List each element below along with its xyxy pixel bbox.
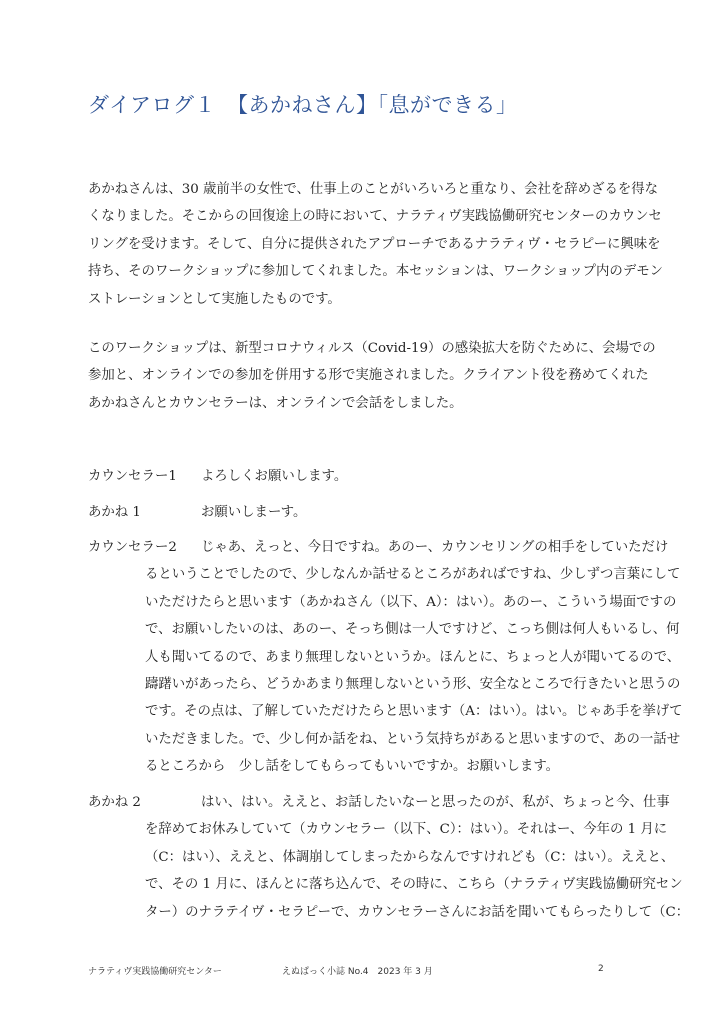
dialogue-turn xyxy=(88,534,683,781)
text-line: あかねさんとカウンセラーは、オンラインで会話をしました。 xyxy=(88,395,463,411)
speaker-label: カウンセラー2 xyxy=(88,540,177,555)
text-line: 参加と、オンラインでの参加を併用する形で実施されました。クライアント役を務めてくれた xyxy=(88,368,649,384)
dialogue-turn xyxy=(88,463,347,490)
speaker-label: あかね 2 xyxy=(88,795,141,810)
utterance: ター）のナラテイヴ・セラピーで、カウンセラーさんにお話を聞いてもらったりして（C： xyxy=(145,904,690,920)
utterance: じゃあ、えっと、今日ですね。あのー、カウンセリングの相手をしていただけ xyxy=(201,540,669,555)
text-line: このワークショップは、新型コロナウィルス（Covid-19）の感染拡大を防ぐために、会場での xyxy=(88,341,656,356)
utterance: 躊躇いがあったら、どうかあまり無理しないという形、安全なところで行きたいと思うの xyxy=(145,676,681,692)
speaker-label: あかね 1 xyxy=(88,505,141,520)
dialogue-turn xyxy=(88,789,689,926)
intro-paragraph-1 xyxy=(88,176,663,313)
utterance: るところから 少し話をしてもらってもいいですか。お願いします。 xyxy=(145,759,560,775)
utterance: を辞めてお休みしていて（カウンセラー（以下、C）：はい）。それはー、今年の 1 月に xyxy=(145,822,668,838)
text-line: ストレーションとして実施したものです。 xyxy=(88,291,341,307)
speaker-label: カウンセラー1 xyxy=(88,469,177,484)
utterance: よろしくお願いします。 xyxy=(201,469,348,484)
intro-paragraph-2 xyxy=(88,335,656,417)
text-line: リングを受けます。そして、自分に提供されたアプローチであるナラティヴ・セラピーに興味を xyxy=(88,236,661,252)
utterance: お願いしまーす。 xyxy=(201,505,307,520)
footer-publication: えぬぱっく小誌 No.4 2023 年 3 月 xyxy=(282,967,433,977)
text-line: 持ち、そのワークショップに参加してくれました。本セッションは、ワークショップ内のデモン xyxy=(88,264,663,280)
utterance: るということでしたので、少しなんか話せるところがあればですね、少しずつ言葉にして xyxy=(145,567,681,583)
utterance: （C：はい）、ええと、体調崩してしまったからなんですけれども（C：はい）。ええと、 xyxy=(145,849,675,865)
utterance: いただきました。で、少し何か話をね、という気持ちがあると思いますので、あの一話せ xyxy=(145,731,681,747)
utterance: で、その 1 月に、ほんとに落ち込んで、その時に、こちら（ナラティヴ実践協働研究セン xyxy=(145,877,683,893)
text-line: くなりました。そこからの回復途上の時において、ナラティヴ実践協働研究センターのカウンセ xyxy=(88,209,662,225)
dialogue-turn xyxy=(88,499,306,526)
utterance: いただけたらと思います（あかねさん（以下、A）：はい）。あのー、こういう場面ですの xyxy=(145,594,677,610)
utterance: です。その点は、了解していただけたらと思います（A：はい）。はい。じゃあ手を挙げて xyxy=(145,704,683,720)
utterance: はい、はい。ええと、お話したいなーと思ったのが、私が、ちょっと今、仕事 xyxy=(201,795,670,810)
utterance: 人も聞いてるので、あまり無理しないというか。ほんとに、ちょっと人が聞いてるので、 xyxy=(145,649,681,665)
utterance: で、お願いしたいのは、あのー、そっち側は一人ですけど、こっち側は何人もいるし、何 xyxy=(145,622,680,638)
footer-organization: ナラティヴ実践協働研究センター xyxy=(88,967,222,977)
text-line: あかねさんは、30 歳前半の女性で、仕事上のことがいろいろと重なり、会社を辞めざるを得な xyxy=(88,182,659,197)
page-number: 2 xyxy=(598,964,604,974)
page-title: ダイアログ１ 【あかねさん】「息ができる」 xyxy=(88,93,518,117)
